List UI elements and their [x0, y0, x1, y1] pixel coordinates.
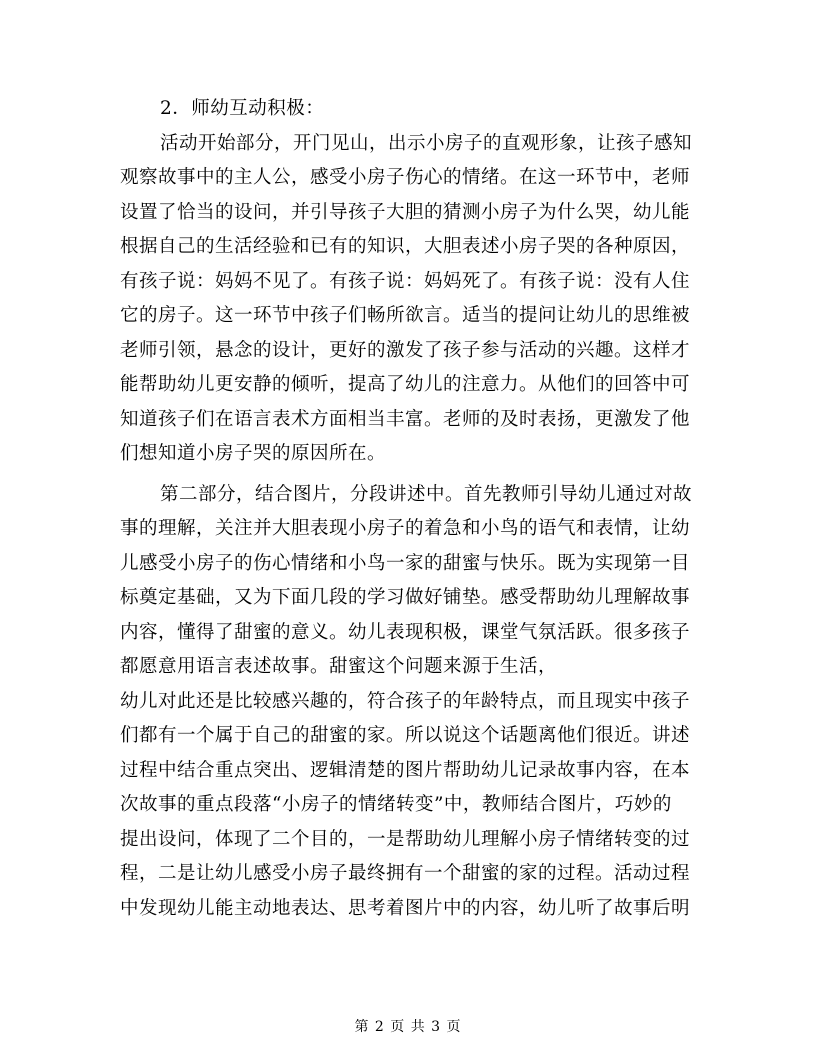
- paragraph-line: 观察故事中的主人公，感受小房子伤心的情绪。在这一环节中，老师: [120, 167, 691, 188]
- document-page: [120, 92, 693, 926]
- paragraph-line: 中发现幼儿能主动地表达、思考着图片中的内容，幼儿听了故事后明: [120, 897, 691, 919]
- paragraph-2: [120, 478, 693, 685]
- paragraph-line: 标奠定基础，又为下面几段的学习做好铺垫。感受帮助幼儿理解故事: [120, 587, 691, 608]
- paragraph-line: 都愿意用语言表述故事。甜蜜这个问题来源于生活，: [120, 656, 558, 677]
- footer-suffix: 页: [446, 1019, 462, 1035]
- paragraph-line: 次故事的重点段落“小房子的情绪转变”中，教师结合图片，巧妙的: [120, 794, 672, 815]
- paragraph-line: 过程中结合重点突出、逻辑清楚的图片帮助幼儿记录故事内容，在本: [120, 759, 691, 781]
- paragraph-line: 活动开始部分，开门见山，出示小房子的直观形象，让孩子感知: [160, 132, 693, 154]
- footer-total-pages: 3: [431, 1019, 442, 1035]
- paragraph-line: 事的理解，关注并大胆表现小房子的着急和小鸟的语气和表情，让幼: [120, 518, 691, 539]
- section-heading: 2．师幼互动积极：: [160, 98, 325, 119]
- paragraph-3: [120, 685, 691, 927]
- paragraph-1: [120, 127, 693, 472]
- paragraph-line: 知道孩子们在语言表术方面相当丰富。老师的及时表扬，更激发了他: [120, 408, 691, 430]
- footer-middle: 页 共: [390, 1019, 426, 1035]
- paragraph-line: 们都有一个属于自己的甜蜜的家。所以说这个话题离他们很近。讲述: [120, 725, 691, 746]
- footer-prefix: 第: [354, 1019, 370, 1035]
- paragraph-line: 根据自己的生活经验和已有的知识，大胆表述小房子哭的各种原因，: [120, 236, 691, 257]
- paragraph-line: 它的房子。这一环节中孩子们畅所欲言。适当的提问让幼儿的思维被: [120, 305, 691, 326]
- paragraph-line: 能帮助幼儿更安静的倾听，提高了幼儿的注意力。从他们的回答中可: [120, 374, 691, 395]
- footer-page-number: 2: [374, 1019, 385, 1035]
- page-footer: [0, 1016, 816, 1036]
- paragraph-line: 们想知道小房子哭的原因所在。: [120, 443, 387, 464]
- paragraph-line: 有孩子说：妈妈不见了。有孩子说：妈妈死了。有孩子说：没有人住: [120, 270, 691, 292]
- paragraph-line: 设置了恰当的设问，并引导孩子大胆的猜测小房子为什么哭，幼儿能: [120, 201, 691, 223]
- paragraph-line: 老师引领，悬念的设计，更好的激发了孩子参与活动的兴趣。这样才: [120, 339, 691, 361]
- paragraph-line: 儿感受小房子的伤心情绪和小鸟一家的甜蜜与快乐。既为实现第一目: [120, 552, 691, 574]
- paragraph-line: 第二部分，结合图片，分段讲述中。首先教师引导幼儿通过对故: [160, 483, 693, 505]
- paragraph-line: 内容，懂得了甜蜜的意义。幼儿表现积极，课堂气氛活跃。很多孩子: [120, 621, 691, 643]
- paragraph-line: 提出设问，体现了二个目的，一是帮助幼儿理解小房子情绪转变的过: [120, 828, 691, 850]
- paragraph-line: 幼儿对此还是比较感兴趣的，符合孩子的年龄特点，而且现实中孩子: [120, 690, 691, 712]
- paragraph-line: 程，二是让幼儿感受小房子最终拥有一个甜蜜的家的过程。活动过程: [120, 863, 691, 884]
